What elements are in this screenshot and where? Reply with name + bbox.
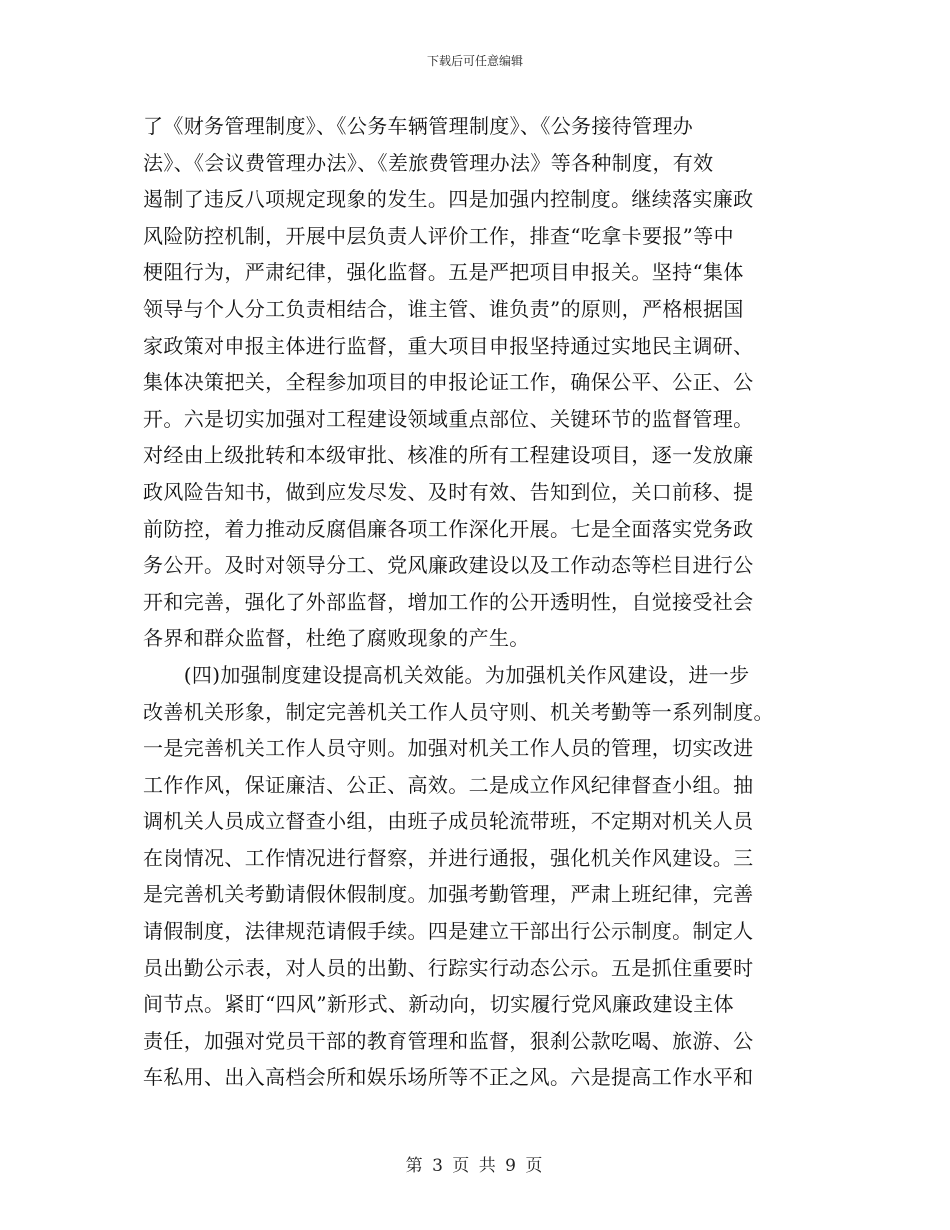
text-line: 请假制度，法律规范请假手续。四是建立干部出行公示制度。制定人: [143, 919, 754, 944]
text-line: 间节点。紧盯“四风”新形式、新动向，切实履行党风廉政建设主体: [143, 992, 734, 1017]
page-number: 第 3 页 共 9 页: [405, 1156, 545, 1176]
text-line: 家政策对申报主体进行监督，重大项目申报坚持通过实地民主调研、: [143, 333, 754, 358]
text-line: 调机关人员成立督查小组，由班子成员轮流带班，不定期对机关人员: [143, 809, 754, 834]
text-line: 开和完善，强化了外部监督，增加工作的公开透明性，自觉接受社会: [143, 589, 754, 614]
text-line: 务公开。及时对领导分工、党风廉政建设以及工作动态等栏目进行公: [143, 553, 754, 578]
text-line: 前防控，着力推动反腐倡廉各项工作深化开展。七是全面落实党务政: [143, 516, 754, 541]
text-line: 法》、《会议费管理办法》、《差旅费管理办法》等各种制度，有效: [143, 150, 714, 175]
text-line: 员出勤公示表，对人员的出勤、行踪实行动态公示。五是抓住重要时: [143, 955, 754, 980]
text-line: 在岗情况、工作情况进行督察，并进行通报，强化机关作风建设。三: [143, 845, 754, 870]
text-line: 责任，加强对党员干部的教育管理和监督，狠刹公款吃喝、旅游、公: [143, 1028, 754, 1053]
text-line: 一是完善机关工作人员守则。加强对机关工作人员的管理，切实改进: [143, 736, 754, 761]
text-line: 了《财务管理制度》、《公务车辆管理制度》、《公务接待管理办: [143, 114, 694, 138]
text-line: 各界和群众监督，杜绝了腐败现象的产生。: [143, 626, 530, 651]
text-line: 车私用、出入高档会所和娱乐场所等不正之风。六是提高工作水平和: [143, 1065, 754, 1090]
text-line: 风险防控机制，开展中层负责人评价工作，排查“吃拿卡要报”等中: [143, 223, 734, 248]
text-line: 改善机关形象，制定完善机关工作人员守则、机关考勤等一系列制度。: [143, 699, 774, 724]
text-line: 对经由上级批转和本级审批、核准的所有工程建设项目，逐一发放廉: [143, 443, 754, 468]
paragraph-start-line: (四)加强制度建设提高机关效能。为加强机关作风建设，进一步: [143, 662, 750, 687]
text-line: 梗阻行为，严肃纪律，强化监督。五是严把项目申报关。坚持“集体: [143, 260, 744, 285]
text-line: 遏制了违反八项规定现象的发生。四是加强内控制度。继续落实廉政: [143, 187, 754, 212]
page-header: 下载后可任意编辑: [426, 54, 523, 68]
text-line: 开。六是切实加强对工程建设领域重点部位、关键环节的监督管理。: [143, 406, 754, 431]
text-line: 集体决策把关，全程参加项目的申报论证工作，确保公平、公正、公: [143, 370, 754, 395]
text-line: 领导与个人分工负责相结合，谁主管、谁负责”的原则，严格根据国: [143, 296, 744, 321]
text-line: 政风险告知书，做到应发尽发、及时有效、告知到位，关口前移、提: [143, 479, 754, 504]
text-line: 是完善机关考勤请假休假制度。加强考勤管理，严肃上班纪律，完善: [143, 882, 754, 907]
body-text: [143, 108, 811, 1096]
text-line: 工作作风，保证廉洁、公正、高效。二是成立作风纪律督查小组。抽: [143, 772, 754, 797]
